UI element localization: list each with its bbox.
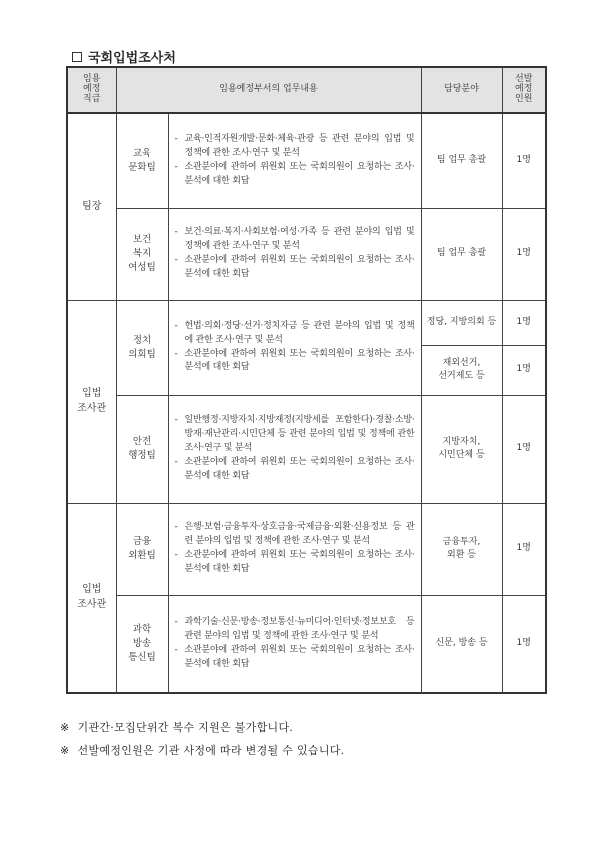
rank-cell: 입법 조사관 (67, 503, 116, 693)
tasks-cell (168, 300, 421, 395)
task-item: - 소관분야에 관하여 위원회 또는 국회의원이 요청하는 조사·분석에 대한 회답 (174, 348, 415, 373)
recruitment-table (66, 66, 547, 694)
header-duties: 임용예정부서의 업무내용 (116, 67, 421, 113)
field-cell: 금융투자, 외환 등 (421, 503, 502, 595)
team-name-cell: 정치 의회팀 (116, 300, 168, 395)
rank-cell: 입법 조사관 (67, 300, 116, 503)
field-cell: 정당, 지방의회 등 (421, 300, 502, 345)
team-name-cell: 보건 복지 여성팀 (116, 208, 168, 300)
task-item: - 소관분야에 관하여 위원회 또는 국회의원이 요청하는 조사·분석에 대한 회답 (174, 161, 415, 186)
count-cell: 1명 (502, 345, 546, 395)
count-cell: 1명 (502, 503, 546, 595)
table-row (67, 595, 546, 693)
count-cell: 1명 (502, 113, 546, 208)
table-row (67, 208, 546, 300)
tasks-cell (168, 395, 421, 503)
count-cell: 1명 (502, 395, 546, 503)
count-cell: 1명 (502, 208, 546, 300)
table-row (67, 113, 546, 208)
count-cell: 1명 (502, 300, 546, 345)
team-name-cell: 교육 문화팀 (116, 113, 168, 208)
team-name-cell: 과학 방송 통신팀 (116, 595, 168, 693)
header-field: 담당분야 (421, 67, 502, 113)
field-cell: 신문, 방송 등 (421, 595, 502, 693)
task-item: - 헌법·의회·정당·선거·정치자금 등 관련 분야의 입법 및 정책에 관한 조사·연구 및 분석 (174, 320, 415, 345)
task-item: - 과학기술·신문·방송·정보통신·뉴미디어·인터넷·정보보호 등 관련 분야의 입법 및 정책에 관한 조사·연구 및 분석 (174, 616, 415, 641)
field-cell: 재외선거, 선거제도 등 (421, 345, 502, 395)
field-cell: 팀 업무 총괄 (421, 208, 502, 300)
task-item: - 은행·보험·금융투자·상호금융·국제금융·외환·신용정보 등 관련 분야의 입법 및 정책에 관한 조사·연구 및 분석 (174, 522, 415, 547)
header-rank: 임용 예정 직급 (67, 67, 116, 113)
task-item: - 소관분야에 관하여 위원회 또는 국회의원이 요청하는 조사·분석에 대한 회답 (174, 550, 415, 574)
section-title (72, 47, 176, 66)
note-symbol: ※ (60, 744, 70, 757)
field-cell: 팀 업무 총괄 (421, 113, 502, 208)
task-item: - 소관분야에 관하여 위원회 또는 국회의원이 요청하는 조사·분석에 대한 회답 (174, 456, 415, 481)
tasks-cell (168, 595, 421, 693)
table-row (67, 300, 546, 345)
tasks-cell (168, 208, 421, 300)
count-cell: 1명 (502, 595, 546, 693)
team-name-cell: 안전 행정팀 (116, 395, 168, 503)
team-name-cell: 금융 외환팀 (116, 503, 168, 595)
rank-cell: 팀장 (67, 113, 116, 300)
field-cell: 지방자치, 시민단체 등 (421, 395, 502, 503)
task-item: - 일반행정·지방자치·지방재정(지방세를 포함한다)·경찰·소방·방재·재난관리·시민단체 등 관련 분야의 입법 및 정책에 관한 조사·연구 및 분석 (174, 415, 415, 454)
checkbox-icon (72, 52, 82, 62)
table-row (67, 395, 546, 503)
section-title-text: 국회입법조사처 (88, 51, 176, 66)
task-item: - 교육·인적자원개발·문화·체육·관광 등 관련 분야의 입법 및 정책에 관한 조사·연구 및 분석 (174, 133, 415, 158)
task-item: - 소관분야에 관하여 위원회 또는 국회의원이 요청하는 조사·분석에 대한 회답 (174, 644, 415, 669)
note-item (60, 716, 344, 739)
note-symbol: ※ (60, 721, 70, 734)
note-text: 선발예정인원은 기관 사정에 따라 변경될 수 있습니다. (77, 744, 345, 757)
note-item (60, 739, 344, 762)
table-header-row (67, 67, 546, 113)
note-text: 기관간·모집단위간 복수 지원은 불가합니다. (77, 721, 294, 734)
header-count: 선발 예정 인원 (502, 67, 546, 113)
table-row (67, 503, 546, 595)
tasks-cell (168, 113, 421, 208)
task-item: - 보건·의료·복지·사회보험·여성·가족 등 관련 분야의 입법 및 정책에 관한 조사·연구 및 분석 (174, 227, 415, 252)
notes (60, 716, 344, 762)
task-item: - 소관분야에 관하여 위원회 또는 국회의원이 요청하는 조사·분석에 대한 회답 (174, 255, 415, 279)
tasks-cell (168, 503, 421, 595)
